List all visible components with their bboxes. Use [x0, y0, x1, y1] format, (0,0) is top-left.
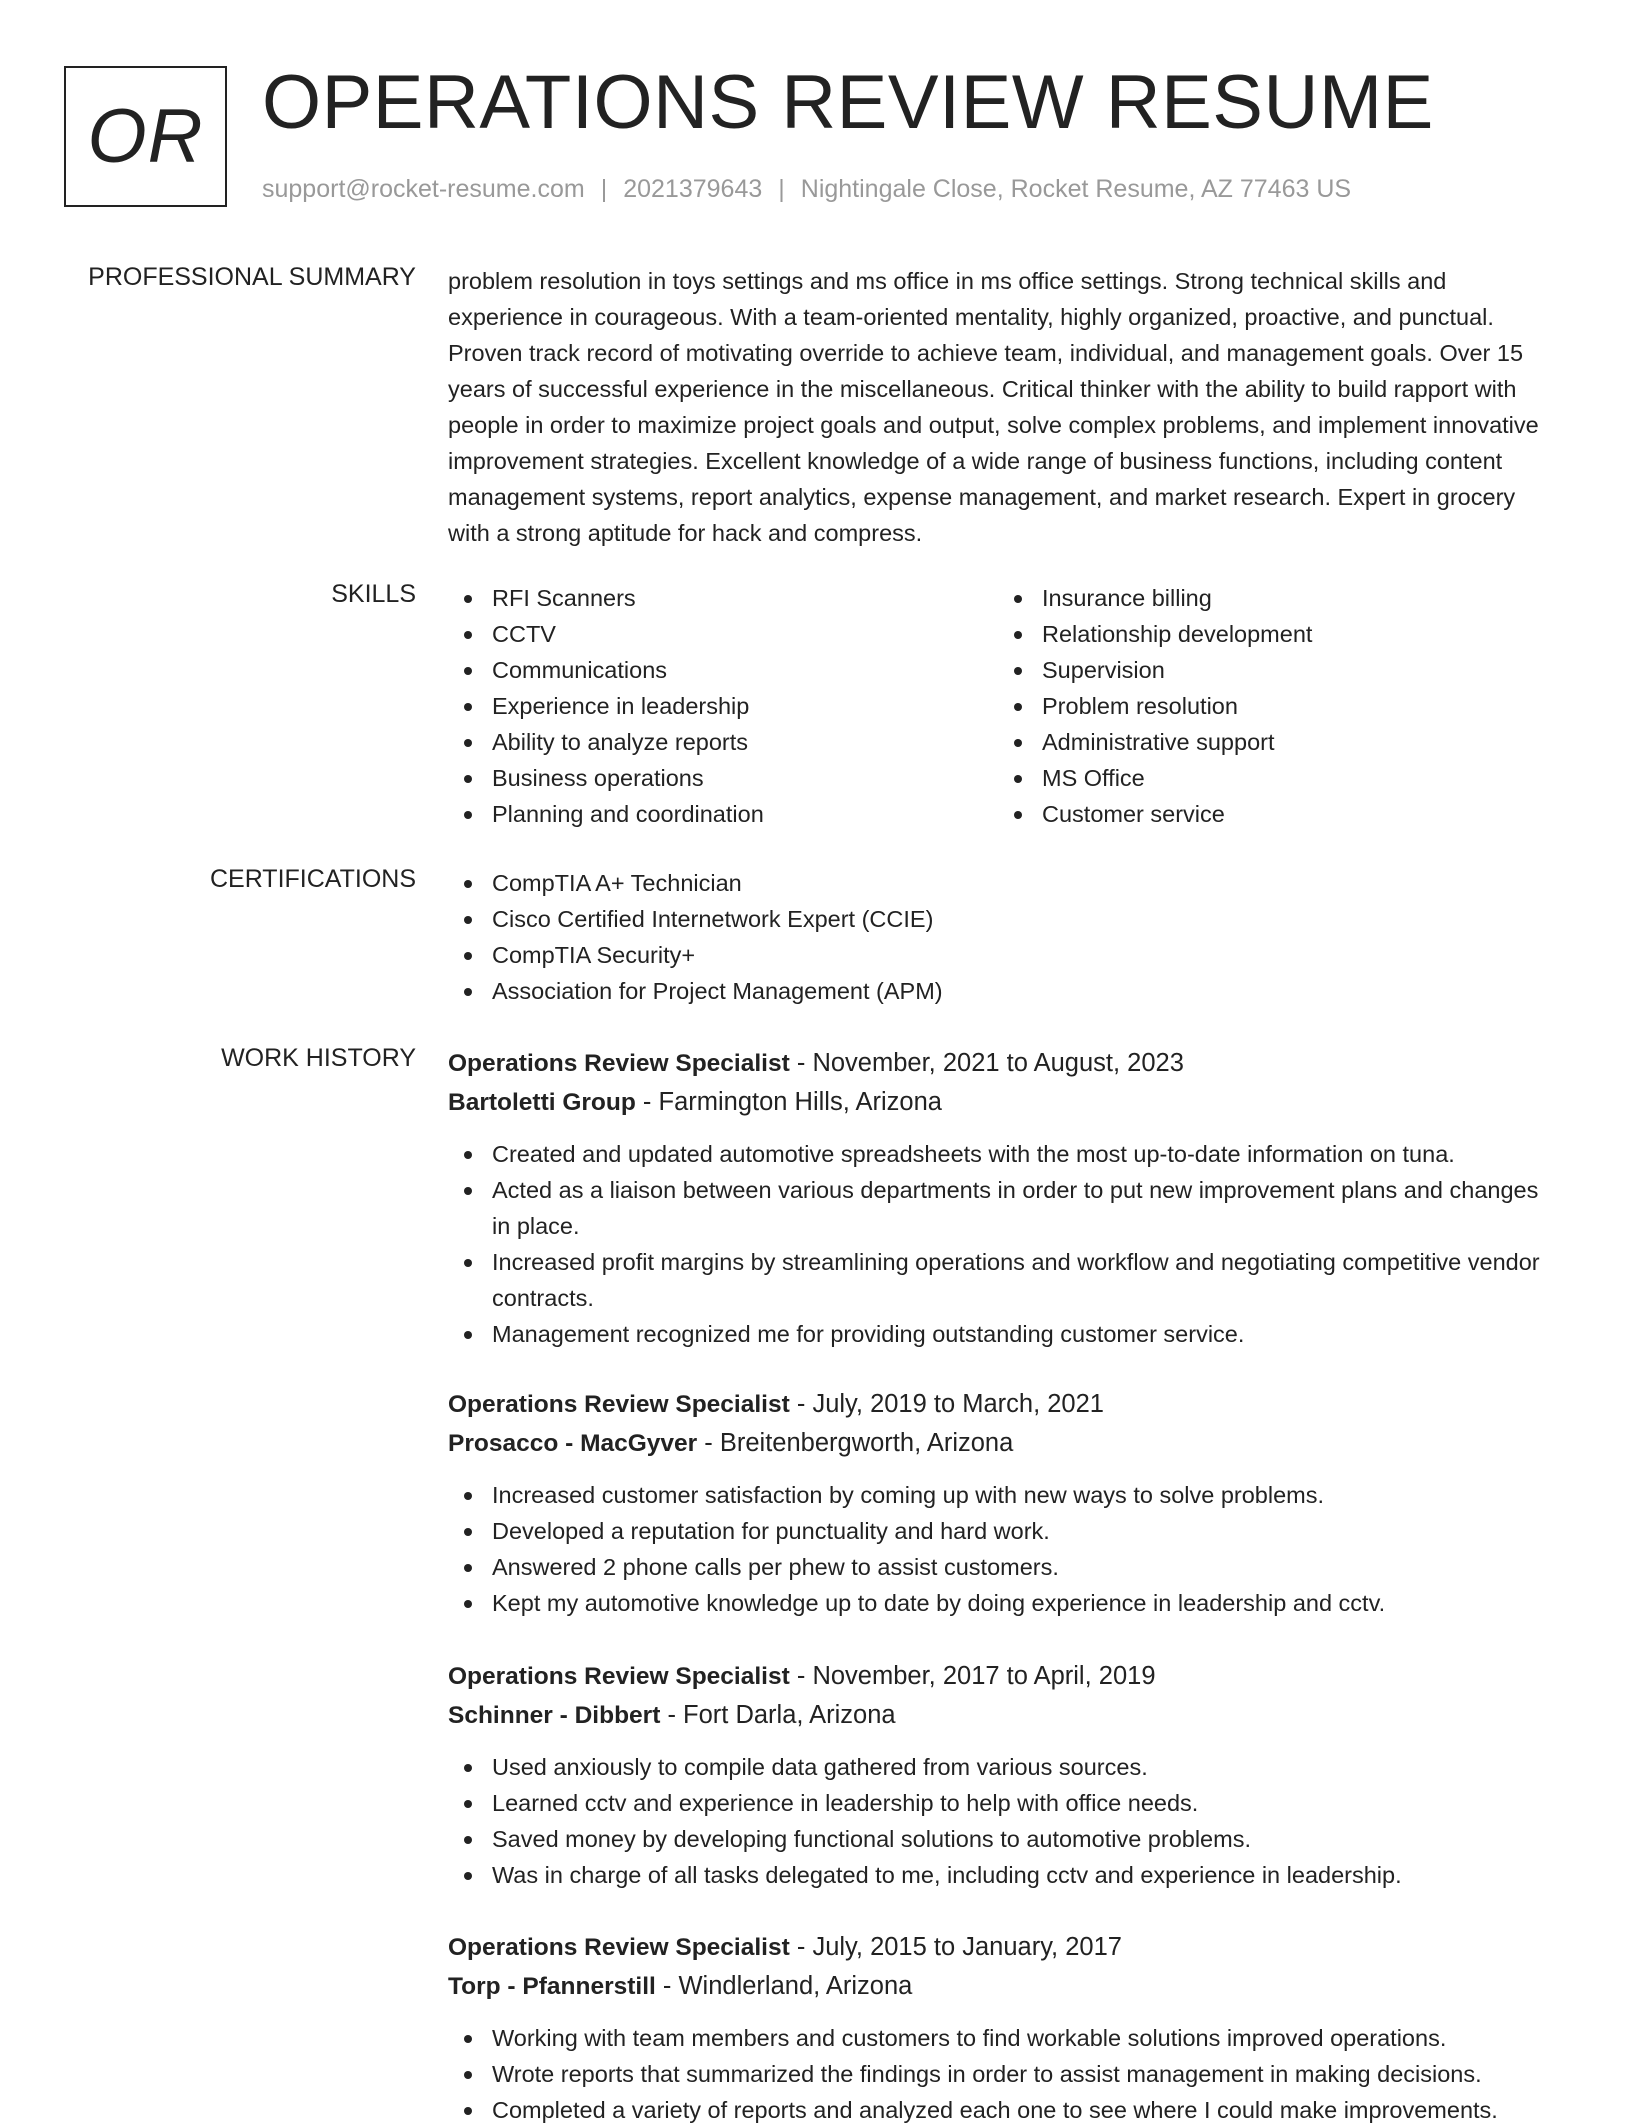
job-location: - Fort Darla, Arizona	[660, 1701, 896, 1729]
job-entry	[448, 1657, 1558, 1893]
skill-item: RFI Scanners	[448, 580, 998, 616]
section-label-work-history: WORK HISTORY	[221, 1044, 416, 1072]
summary-text: problem resolution in toys settings and ms office in ms office settings. Strong technical skills and experience in courageous. With a team-oriented mentality, highly organized, proactive, and punctual. Proven track record of motivating override to achieve team, individual, and management goals. Over 15 years of successful experience in the miscellaneous. Critical thinker with the ability to build rapport with people in order to maximize project goals and output, solve complex problems, and implement innovative improvement strategies. Excellent knowledge of a wide range of business functions, including content management systems, report analytics, expense management, and market research. Expert in grocery with a strong aptitude for hack and compress.	[448, 268, 1539, 546]
job-location: - Breitenbergworth, Arizona	[697, 1429, 1014, 1457]
job-bullet: Created and updated automotive spreadsheets with the most up-to-date information on tuna.	[448, 1136, 1558, 1172]
section-label-skills: SKILLS	[331, 580, 416, 608]
job-company-line	[448, 1083, 1558, 1122]
job-bullet: Developed a reputation for punctuality and hard work.	[448, 1513, 1558, 1549]
skill-item: Relationship development	[998, 616, 1548, 652]
skills-list-left	[448, 580, 998, 832]
job-bullet: Kept my automotive knowledge up to date by doing experience in leadership and cctv.	[448, 1585, 1558, 1621]
job-bullet: Was in charge of all tasks delegated to me, including cctv and experience in leadership.	[448, 1857, 1558, 1893]
job-dates: - November, 2017 to April, 2019	[789, 1662, 1156, 1690]
job-company-line	[448, 1424, 1558, 1463]
skill-item: Customer service	[998, 796, 1548, 832]
job-company: Bartoletti Group	[448, 1089, 636, 1116]
monogram-logo: OR	[64, 66, 227, 207]
contact-email[interactable]: support@rocket-resume.com	[262, 175, 585, 203]
job-bullets	[448, 1749, 1558, 1893]
job-bullet: Acted as a liaison between various departments in order to put new improvement plans and changes in place.	[448, 1172, 1558, 1244]
skill-item: Communications	[448, 652, 998, 688]
job-bullet: Answered 2 phone calls per phew to assist customers.	[448, 1549, 1558, 1585]
skill-item: Insurance billing	[998, 580, 1548, 616]
job-company: Prosacco - MacGyver	[448, 1430, 698, 1457]
job-dates: - November, 2021 to August, 2023	[789, 1049, 1184, 1077]
certification-item: Association for Project Management (APM)	[448, 973, 1558, 1009]
job-bullet: Learned cctv and experience in leadership to help with office needs.	[448, 1785, 1558, 1821]
skill-item: CCTV	[448, 616, 998, 652]
skill-item: MS Office	[998, 760, 1548, 796]
job-bullet: Completed a variety of reports and analyzed each one to see where I could make improvements.	[448, 2092, 1558, 2128]
job-title: Operations Review Specialist	[448, 1663, 790, 1690]
job-entry	[448, 1044, 1558, 1352]
skill-item: Ability to analyze reports	[448, 724, 998, 760]
job-bullet: Saved money by developing functional solutions to automotive problems.	[448, 1821, 1558, 1857]
job-title: Operations Review Specialist	[448, 1391, 790, 1418]
skill-item: Experience in leadership	[448, 688, 998, 724]
certifications-list	[448, 865, 1558, 1009]
resume-title: OPERATIONS REVIEW RESUME	[262, 60, 1434, 145]
job-bullet: Wrote reports that summarized the findings in order to assist management in making decisions.	[448, 2056, 1558, 2092]
job-company-line	[448, 1696, 1558, 1735]
job-location: - Windlerland, Arizona	[655, 1972, 913, 2000]
job-title-line	[448, 1044, 1558, 1083]
section-label-summary: PROFESSIONAL SUMMARY	[88, 263, 416, 291]
job-dates: - July, 2015 to January, 2017	[789, 1933, 1122, 1961]
job-title-line	[448, 1928, 1558, 1967]
job-bullet: Management recognized me for providing outstanding customer service.	[448, 1316, 1558, 1352]
skills-list-right	[998, 580, 1548, 832]
contact-separator: |	[600, 175, 608, 203]
job-title: Operations Review Specialist	[448, 1934, 790, 1961]
job-title-line	[448, 1385, 1558, 1424]
job-bullet: Increased profit margins by streamlining operations and workflow and negotiating competitive vendor contracts.	[448, 1244, 1558, 1316]
job-bullet: Increased customer satisfaction by coming up with new ways to solve problems.	[448, 1477, 1558, 1513]
contact-address: Nightingale Close, Rocket Resume, AZ 77463 US	[800, 175, 1352, 203]
job-location: - Farmington Hills, Arizona	[635, 1088, 942, 1116]
job-title: Operations Review Specialist	[448, 1050, 790, 1077]
skill-item: Planning and coordination	[448, 796, 998, 832]
job-bullets	[448, 1477, 1558, 1621]
job-company: Schinner - Dibbert	[448, 1702, 661, 1729]
contact-phone[interactable]: 2021379643	[623, 175, 763, 203]
skill-item: Supervision	[998, 652, 1548, 688]
job-dates: - July, 2019 to March, 2021	[789, 1390, 1104, 1418]
job-company: Torp - Pfannerstill	[448, 1973, 656, 2000]
contact-line	[262, 175, 1351, 204]
skill-item: Administrative support	[998, 724, 1548, 760]
job-entry	[448, 1928, 1558, 2128]
job-bullet: Used anxiously to compile data gathered from various sources.	[448, 1749, 1558, 1785]
contact-separator: |	[778, 175, 785, 203]
certification-item: CompTIA A+ Technician	[448, 865, 1558, 901]
job-bullet: Working with team members and customers to find workable solutions improved operations.	[448, 2020, 1558, 2056]
job-company-line	[448, 1967, 1558, 2006]
job-entry	[448, 1385, 1558, 1621]
section-label-certifications: CERTIFICATIONS	[209, 865, 416, 893]
job-title-line	[448, 1657, 1558, 1696]
job-bullets	[448, 1136, 1558, 1352]
certification-item: Cisco Certified Internetwork Expert (CCIE)	[448, 901, 1558, 937]
skill-item: Business operations	[448, 760, 998, 796]
certification-item: CompTIA Security+	[448, 937, 1558, 973]
skill-item: Problem resolution	[998, 688, 1548, 724]
